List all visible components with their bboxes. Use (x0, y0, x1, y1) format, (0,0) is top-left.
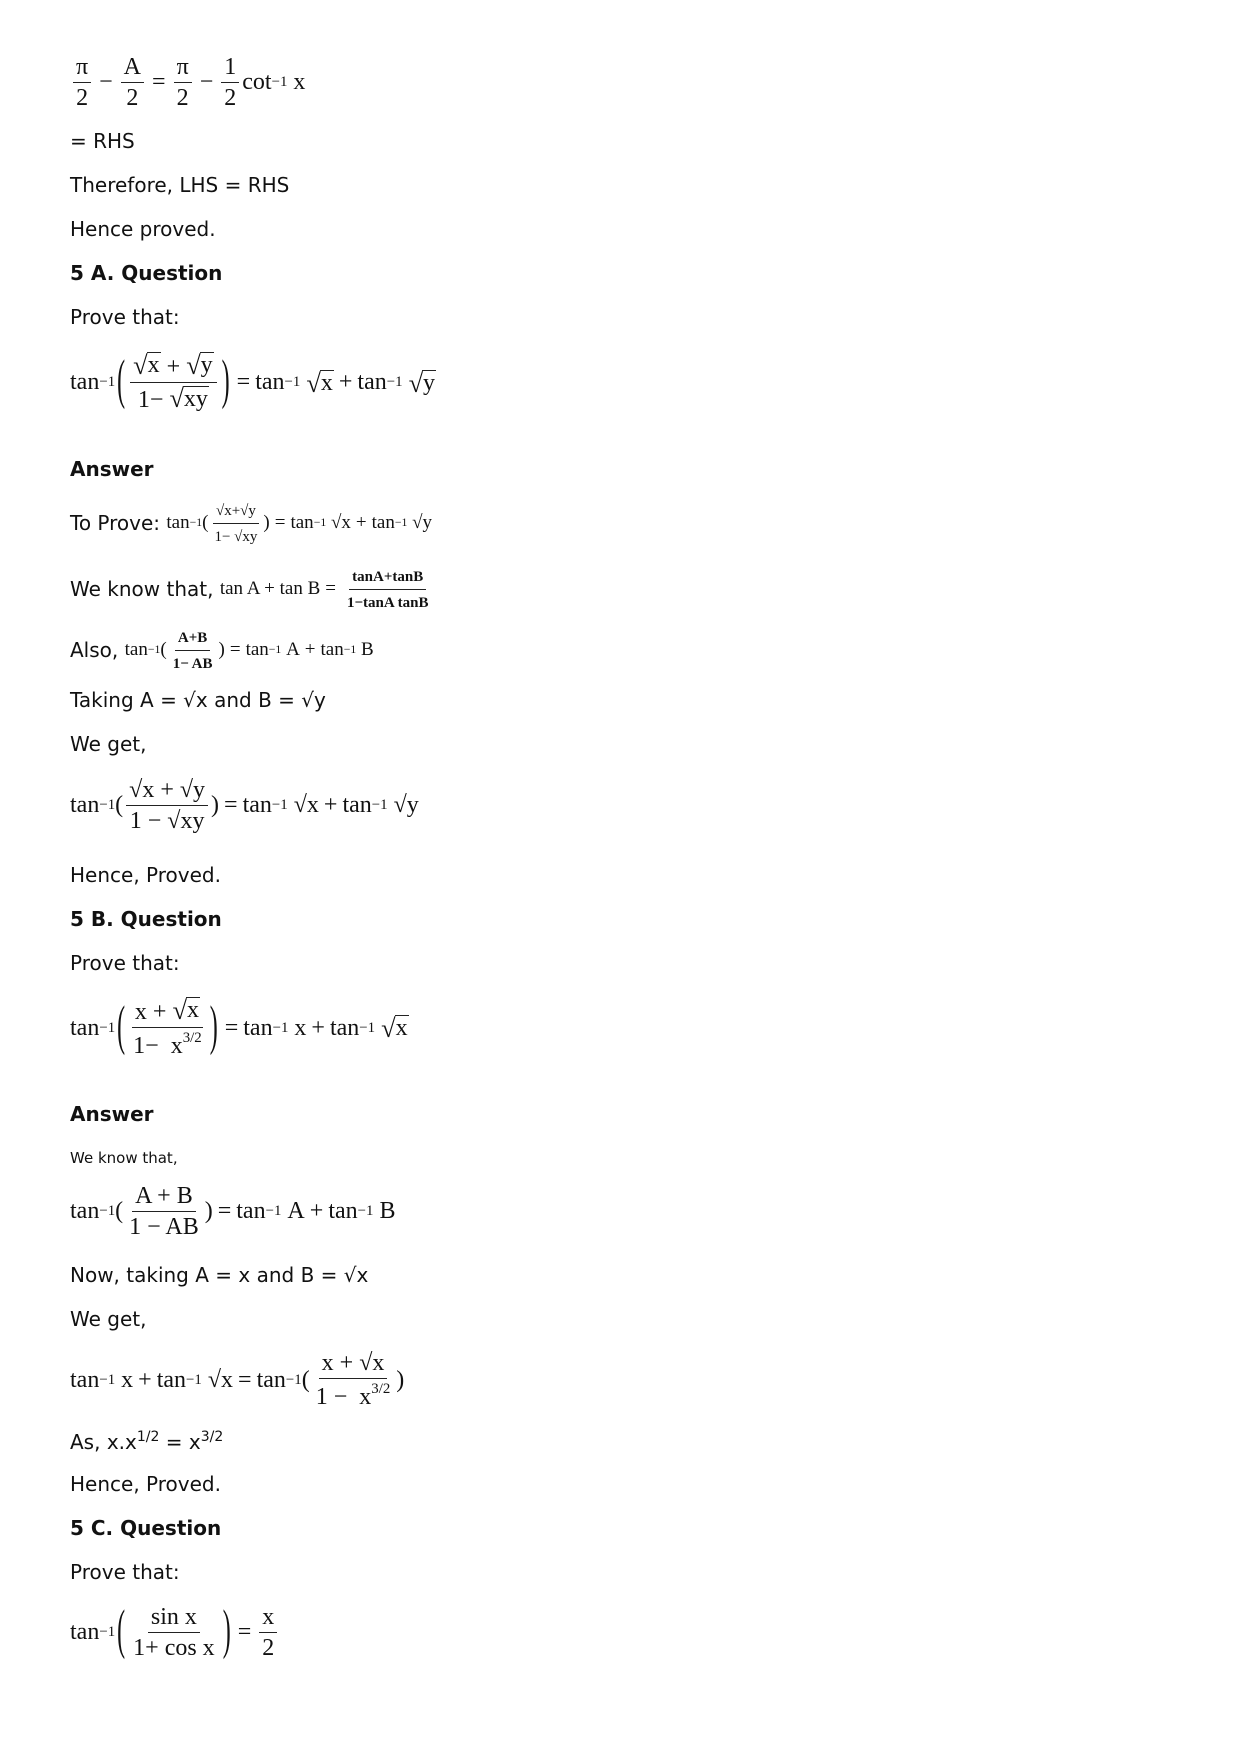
we-know-label: We know that, (70, 577, 214, 602)
question-5b-heading: 5 B. Question (70, 907, 222, 931)
also-label: Also, (70, 638, 119, 663)
taking-a-line: Taking A = √x and B = √y (70, 688, 326, 712)
as-exponent-line (70, 1425, 223, 1454)
equation-5c-statement: tan −1 ( $\frac{\text{sin x}}{\text{1+ cos x}}$ ) = $\frac{x}{2}$ (70, 1604, 280, 1662)
prove-that-5b-label: Prove that: (70, 951, 180, 975)
equation-5b-statement: tan −1 ( x + √ x $1- x^{3/2}$ ) = tan −1 x + tan −1 √ x (70, 995, 408, 1060)
as-exponent-2: 3/2 (200, 1429, 224, 1445)
answer-5a-heading: Answer (70, 457, 154, 481)
we-know-identity-line: We know that, tan A + tan B = $\frac{\tan A+\tan B}{\text{1−tanA tanB}}$ (70, 566, 434, 613)
prove-that-5c-label: Prove that: (70, 1560, 180, 1584)
equation-5b-result: tan −1 x + tan −1 √x = tan −1 ( $\frac{x + √x}{1 - x^{3/2}}$ ) (70, 1350, 405, 1411)
we-get-5b-label: We get, (70, 1307, 147, 1331)
to-prove-label: To Prove: (70, 511, 161, 536)
hence-proved-5a-line: Hence, Proved. (70, 863, 221, 887)
we-know-5b-label: We know that, (70, 1149, 178, 1167)
equation-5a-statement: tan −1 ( √ x + √ y 1− √ xy ) = tan −1 √ x + tan −1 √ y (70, 350, 436, 414)
as-middle: = x (159, 1430, 201, 1454)
as-exponent-1: 1/2 (136, 1429, 160, 1445)
identity-5b: tan −1 ( $\frac{A + B}{1 - AB}$ ) = tan −1 A + tan −1 B (70, 1183, 396, 1241)
also-identity-line: Also, tan −1 ( $\frac{A+B}{1- AB}$ ) = tan −1 A + tan −1 B (70, 627, 374, 674)
question-5a-heading: 5 A. Question (70, 261, 223, 285)
answer-5b-heading: Answer (70, 1102, 154, 1126)
prove-that-label: Prove that: (70, 305, 180, 329)
rhs-line: = RHS (70, 129, 135, 153)
hence-proved-5b-line: Hence, Proved. (70, 1472, 221, 1496)
therefore-line: Therefore, LHS = RHS (70, 173, 290, 197)
to-prove-line: To Prove: tan −1 ( $\frac{√x+√y}{1- √xy}$ ) = tan −1 √x + tan −1 √y (70, 500, 432, 547)
equation-5a-result: tan −1 ( $\frac{√x + √y}{1 - √xy}$ ) = tan −1 √x + tan −1 √y (70, 777, 419, 835)
hence-proved-line: Hence proved. (70, 217, 216, 241)
taking-b-line: Now, taking A = x and B = √x (70, 1263, 369, 1287)
we-get-label: We get, (70, 732, 147, 756)
question-5c-heading: 5 C. Question (70, 1516, 222, 1540)
as-prefix: As, x.x (70, 1430, 137, 1454)
equation-pi-half: $\frac{\pi}{2}$ − $\frac{A}{2}$ = $\frac{\pi}{2}$ − $\frac{1}{2}$ cot −1 x (70, 54, 305, 112)
